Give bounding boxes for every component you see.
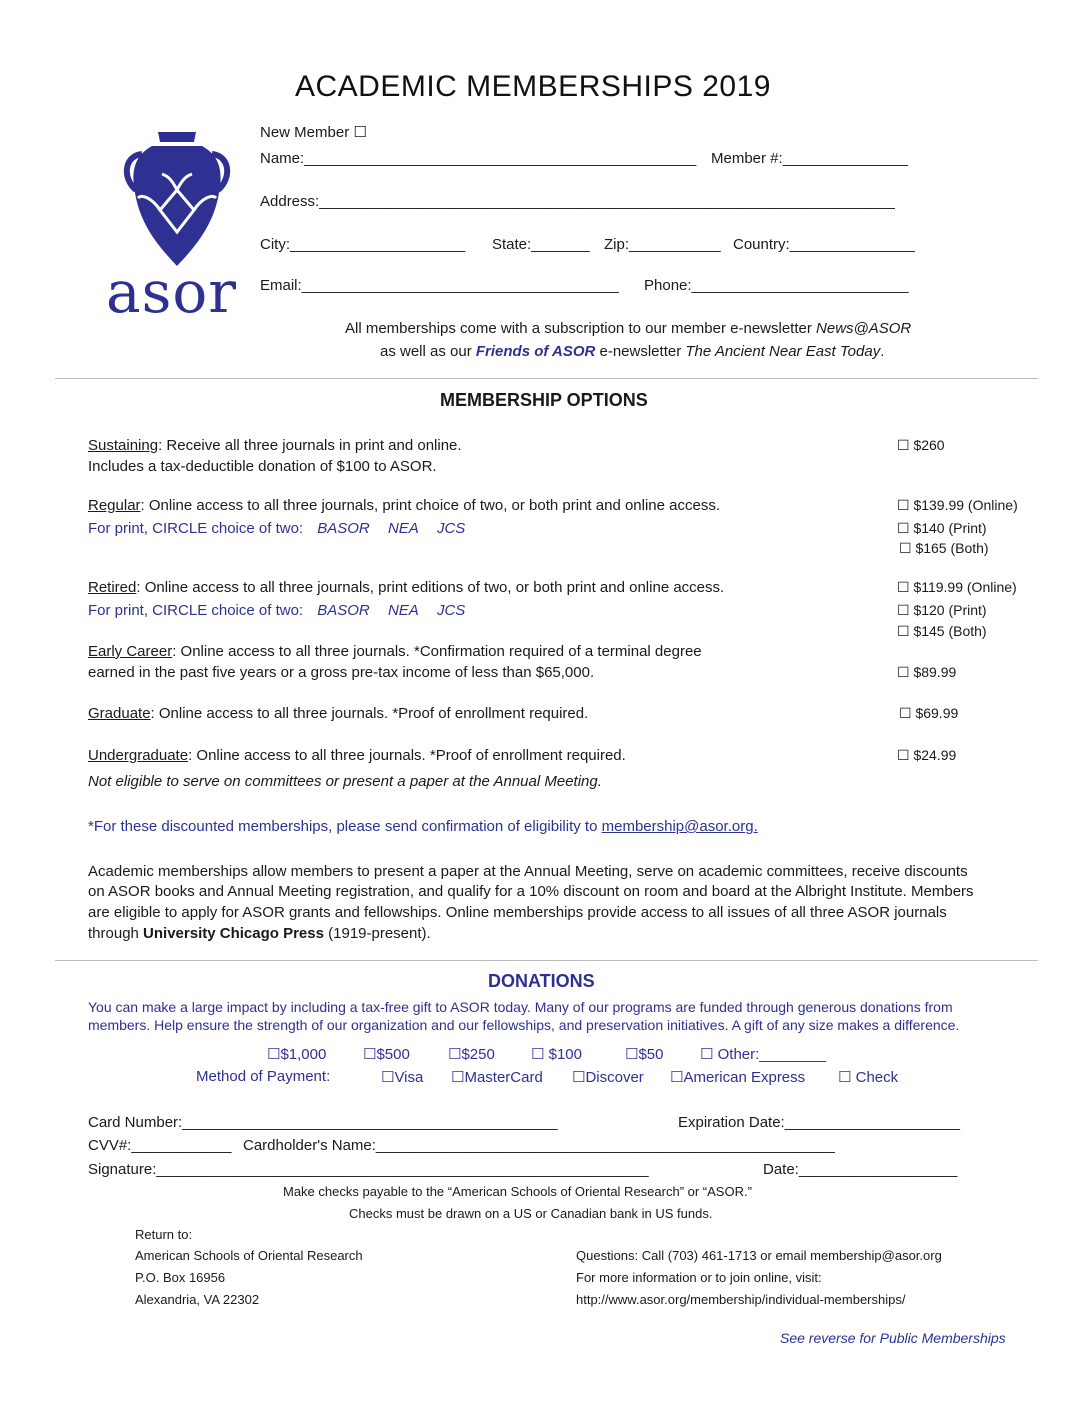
donation-500-checkbox[interactable]: ☐$500	[363, 1046, 410, 1063]
donations-heading: DONATIONS	[488, 971, 595, 991]
retired-both-checkbox[interactable]: ☐ $145 (Both)	[897, 623, 987, 639]
intro-text: .	[880, 343, 885, 360]
asor-logo	[106, 128, 242, 328]
journal-nea[interactable]: NEA	[387, 520, 419, 537]
journal-jcs[interactable]: JCS	[436, 602, 466, 619]
option-desc: : Receive all three journals in print and online.	[158, 437, 462, 454]
journal-basor[interactable]: BASOR	[317, 520, 370, 537]
checks-bank-note: Checks must be drawn on a US or Canadian bank in US funds.	[349, 1206, 713, 1221]
circle-label: For print, CIRCLE choice of two:	[88, 602, 304, 619]
amphora-icon	[112, 128, 242, 268]
city-field[interactable]: City:_____________________	[260, 236, 466, 253]
zip-field[interactable]: Zip:___________	[604, 236, 721, 253]
payment-method-label: Method of Payment:	[196, 1068, 331, 1085]
benefits-line-2: on ASOR books and Annual Meeting registration, and qualify for a 10% discount on room and board at the Albright Institute. Members	[88, 883, 974, 900]
return-org: American Schools of Oriental Research	[135, 1248, 363, 1263]
return-label: Return to:	[135, 1227, 193, 1242]
regular-circle-choice	[88, 520, 465, 537]
journal-nea[interactable]: NEA	[387, 602, 419, 619]
see-reverse-note: See reverse for Public Memberships	[780, 1330, 1006, 1346]
sustaining-desc-2: Includes a tax-deductible donation of $100 to ASOR.	[88, 458, 437, 475]
regular-print-checkbox[interactable]: ☐ $140 (Print)	[897, 520, 987, 536]
membership-email-link[interactable]: membership@asor.org.	[601, 818, 758, 835]
intro-line-1	[345, 320, 911, 337]
cardholder-name-field[interactable]: Cardholder's Name:_______________________________________________________	[243, 1137, 835, 1154]
option-label: Regular	[88, 497, 141, 514]
retired-online-checkbox[interactable]: ☐ $119.99 (Online)	[897, 579, 1017, 595]
donations-line-2: members. Help ensure the strength of our organization and our fellowships, and preservation initiatives. A gift of any size makes a difference.	[88, 1017, 960, 1033]
journal-basor[interactable]: BASOR	[317, 602, 370, 619]
retired-circle-choice	[88, 602, 465, 619]
phone-field[interactable]: Phone:__________________________	[644, 277, 909, 294]
option-label: Graduate	[88, 705, 151, 722]
newsletter-name: The Ancient Near East Today	[685, 343, 881, 360]
logo-text: asor	[106, 258, 237, 326]
divider	[55, 378, 1038, 379]
intro-text: as well as our	[380, 343, 476, 360]
undergraduate-checkbox[interactable]: ☐ $24.99	[897, 747, 957, 763]
journal-jcs[interactable]: JCS	[436, 520, 466, 537]
option-label: Undergraduate	[88, 747, 189, 764]
page-title: ACADEMIC MEMBERSHIPS 2019	[295, 70, 771, 103]
membership-options-heading: MEMBERSHIP OPTIONS	[440, 390, 648, 410]
name-field[interactable]: Name:_______________________________________________	[260, 150, 697, 167]
donation-other-field[interactable]: ☐ Other:________	[700, 1046, 827, 1063]
early-career-option	[88, 643, 702, 660]
undergraduate-note: Not eligible to serve on committees or present a paper at the Annual Meeting.	[88, 773, 602, 790]
graduate-option	[88, 705, 588, 722]
return-po-box: P.O. Box 16956	[135, 1270, 226, 1285]
regular-online-checkbox[interactable]: ☐ $139.99 (Online)	[897, 497, 1018, 513]
state-field[interactable]: State:_______	[492, 236, 590, 253]
publisher-name: University Chicago Press	[143, 925, 324, 942]
sustaining-checkbox[interactable]: ☐ $260	[897, 437, 945, 453]
date-field[interactable]: Date:___________________	[763, 1161, 958, 1178]
check-checkbox[interactable]: ☐ Check	[838, 1069, 899, 1086]
contact-more-info: For more information or to join online, visit:	[576, 1270, 822, 1285]
benefits-line-3: are eligible to apply for ASOR grants and fellowships. Online memberships provide access to all issues of all three ASOR journals	[88, 904, 947, 921]
retired-option	[88, 579, 724, 596]
member-number-field[interactable]: Member #:_______________	[711, 150, 908, 167]
option-label: Early Career	[88, 643, 173, 660]
benefits-text: (1919-present).	[323, 925, 431, 942]
option-desc: : Online access to all three journals. *Proof of enrollment required.	[188, 747, 626, 764]
amex-checkbox[interactable]: ☐American Express	[670, 1069, 806, 1086]
donation-250-checkbox[interactable]: ☐$250	[448, 1046, 495, 1063]
return-city: Alexandria, VA 22302	[135, 1292, 260, 1307]
mastercard-checkbox[interactable]: ☐MasterCard	[451, 1069, 543, 1086]
checks-payable-note: Make checks payable to the “American Schools of Oriental Research” or “ASOR.”	[283, 1184, 752, 1199]
country-field[interactable]: Country:_______________	[733, 236, 915, 253]
undergraduate-option	[88, 747, 626, 764]
option-desc: : Online access to all three journals. *Proof of enrollment required.	[150, 705, 589, 722]
early-career-checkbox[interactable]: ☐ $89.99	[897, 664, 957, 680]
newsletter-name: News@ASOR	[816, 320, 912, 337]
regular-both-checkbox[interactable]: ☐ $165 (Both)	[899, 540, 989, 556]
donation-50-checkbox[interactable]: ☐$50	[625, 1046, 664, 1063]
divider	[55, 960, 1038, 961]
benefits-line-4	[88, 925, 431, 942]
option-label: Sustaining	[88, 437, 159, 454]
friends-of-asor: Friends of ASOR	[475, 343, 596, 360]
graduate-checkbox[interactable]: ☐ $69.99	[899, 705, 959, 721]
early-career-desc-2: earned in the past five years or a gross pre-tax income of less than $65,000.	[88, 664, 595, 681]
card-number-field[interactable]: Card Number:_____________________________________________	[88, 1114, 558, 1131]
circle-label: For print, CIRCLE choice of two:	[88, 520, 304, 537]
address-field[interactable]: Address:_____________________________________________________________________	[260, 193, 895, 210]
option-desc: : Online access to all three journals, print editions of two, or both print and online access.	[136, 579, 725, 596]
contact-questions: Questions: Call (703) 461-1713 or email membership@asor.org	[576, 1248, 942, 1263]
signature-field[interactable]: Signature:___________________________________________________________	[88, 1161, 649, 1178]
discount-note-text: *For these discounted memberships, please send confirmation of eligibility to	[88, 818, 602, 835]
membership-url-link[interactable]: http://www.asor.org/membership/individual-memberships/	[576, 1292, 906, 1307]
intro-text: e-newsletter	[595, 343, 686, 360]
new-member-checkbox[interactable]: New Member ☐	[260, 124, 367, 141]
retired-print-checkbox[interactable]: ☐ $120 (Print)	[897, 602, 987, 618]
benefits-text: through	[88, 925, 144, 942]
visa-checkbox[interactable]: ☐Visa	[381, 1069, 424, 1086]
donation-1000-checkbox[interactable]: ☐$1,000	[267, 1046, 327, 1063]
option-desc: : Online access to all three journals. *Confirmation required of a terminal degree	[172, 643, 702, 660]
intro-text: All memberships come with a subscription to our member e-newsletter	[345, 320, 817, 337]
email-field[interactable]: Email:______________________________________	[260, 277, 619, 294]
donation-100-checkbox[interactable]: ☐ $100	[531, 1046, 582, 1063]
option-label: Retired	[88, 579, 137, 596]
discount-note	[88, 818, 758, 835]
option-desc: : Online access to all three journals, print choice of two, or both print and online access.	[140, 497, 721, 514]
donations-line-1: You can make a large impact by including a tax-free gift to ASOR today. Many of our programs are funded through generous donations from	[88, 999, 953, 1015]
intro-line-2	[380, 343, 884, 360]
benefits-line-1: Academic memberships allow members to present a paper at the Annual Meeting, serve on academic committees, receive discounts	[88, 863, 968, 880]
regular-option	[88, 497, 720, 514]
discover-checkbox[interactable]: ☐Discover	[572, 1069, 644, 1086]
cvv-field[interactable]: CVV#:____________	[88, 1137, 232, 1154]
sustaining-option	[88, 437, 462, 454]
expiration-date-field[interactable]: Expiration Date:_____________________	[678, 1114, 960, 1131]
